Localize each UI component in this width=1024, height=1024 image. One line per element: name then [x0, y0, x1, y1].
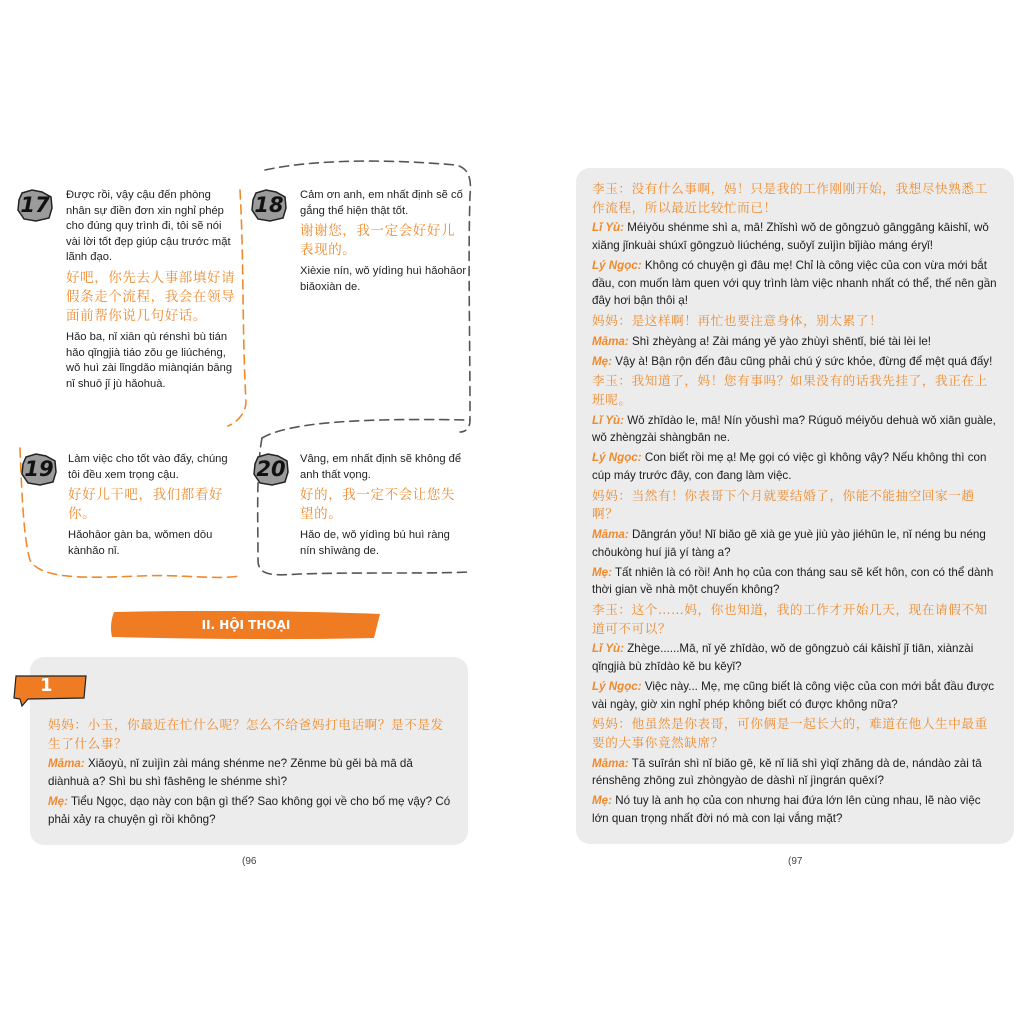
card-number: 17 [20, 193, 50, 217]
card-chinese: 好好儿干吧，我们都看好你。 [68, 487, 224, 523]
line-text: Việc này... Mẹ, mẹ cũng biết là công việc của con mới bắt đầu được vài ngày, giờ xin nghỉ phép không biết có được không nữa? [592, 679, 995, 711]
dialogue-chinese-line: 李玉：没有什么事啊，妈！只是我的工作刚刚开始，我想尽快熟悉工作流程，所以最近比较忙而已！ [592, 181, 988, 215]
dialogue-pinyin-line [592, 412, 998, 448]
card-chinese: 好的，我一定不会让您失望的。 [300, 487, 456, 523]
dialogue-chinese-line: 李玉：这个……妈，你也知道，我的工作才开始几天，现在请假不知道可不可以？ [592, 602, 988, 636]
speaker-label: Lý Ngọc: [592, 258, 642, 272]
line-text: Nó tuy là anh họ của con nhưng hai đứa lớn lên cùng nhau, lẽ nào việc lớn quan trọng nhất đời nó mà con lại vắng mặt? [592, 794, 981, 826]
speaker-label: Māma: [592, 756, 629, 770]
line-text: Wǒ zhīdào le, mā! Nín yǒushì ma? Rúguǒ méiyǒu dehuà wǒ xiān guàle, wǒ zhèngzài shàngbān ne. [592, 413, 996, 445]
card-chinese: 好吧，你先去人事部填好请假条走个流程，我会在领导面前帮你说几句好话。 [66, 269, 236, 324]
line-text: Shì zhèyàng a! Zài máng yě yào zhùyì shēntǐ, bié tài lèi le! [628, 334, 931, 348]
card-chinese: 谢谢您，我一定会好好儿表现的。 [300, 223, 456, 259]
dialogue-chinese-line: 妈妈：小玉，你最近在忙什么呢？怎么不给爸妈打电话啊？是不是发生了什么事？ [48, 717, 444, 751]
dialogue-number: 1 [40, 675, 53, 696]
card-vietnamese: Làm việc cho tốt vào đấy, chúng tôi đều xem trọng cậu. [68, 453, 228, 481]
speaker-label: Māma: [592, 527, 629, 541]
phrase-card-17 [66, 188, 238, 392]
section-title: II. HỘI THOẠI [201, 618, 291, 632]
phrase-card-19 [68, 452, 238, 559]
line-text: Dāngrán yǒu! Nǐ biǎo gē xià ge yuè jiù yào jiéhūn le, nǐ néng bu néng chōukòng huí jiā yí tàng a? [592, 527, 986, 559]
speaker-label: Mẹ: [592, 794, 612, 808]
speaker-label: Lǐ Yù: [592, 413, 624, 427]
dialogue-vietnamese-line [592, 792, 998, 828]
dialogue-pinyin-line [592, 526, 998, 562]
dialogue-pinyin-line [48, 755, 454, 791]
speaker-label: Lǐ Yù: [592, 642, 624, 656]
speaker-label: Lý Ngọc: [592, 679, 642, 693]
line-text: Tā suīrán shì nǐ biǎo gē, kě nǐ liǎ shì yìqǐ zhǎng dà de, nándào zài tā rénshēng zhōng zuì zhòngyào de dàshì nǐ jìngrán quēxí? [592, 756, 982, 788]
phrase-card-20 [300, 452, 468, 559]
dialogue-pinyin-line [592, 333, 998, 351]
line-text: Vậy à! Bận rộn đến đâu cũng phải chú ý sức khỏe, đừng để mệt quá đấy! [611, 354, 993, 368]
card-number: 20 [256, 457, 286, 481]
dialogue-chinese-line: 妈妈：他虽然是你表哥，可你俩是一起长大的，难道在他人生中最重要的大事你竟然缺席？ [592, 716, 988, 751]
page-number: (96 [242, 856, 257, 867]
dialogue-vietnamese-line [592, 353, 998, 371]
card-pinyin: Xièxie nín, wǒ yídìng huì hǎohāor biǎoxiàn de. [300, 265, 467, 293]
line-text: Méiyǒu shénme shì a, mā! Zhǐshì wǒ de gōngzuò gānggāng kāishǐ, wǒ xiǎng jǐnkuài shúxī gōngzuò liúchéng, suǒyǐ zuìjìn bǐjiào máng éryǐ! [592, 221, 989, 252]
dialogue-pinyin-line [592, 755, 998, 791]
dialogue-chinese-line: 妈妈：是这样啊！再忙也要注意身体，别太累了！ [592, 313, 883, 329]
dialogue-vietnamese-line [592, 678, 998, 714]
speaker-label: Mẹ: [592, 565, 612, 579]
dialogue-vietnamese-line [592, 449, 998, 485]
card-vietnamese: Vâng, em nhất định sẽ không để anh thất vọng. [300, 453, 462, 481]
dialogue-vietnamese-line [48, 793, 454, 829]
dialogue-chinese-line: 妈妈：当然有！你表哥下个月就要结婚了，你能不能抽空回家一趟啊？ [592, 487, 975, 522]
speaker-label: Lǐ Yù: [592, 221, 624, 235]
speaker-label: Māma: [48, 757, 85, 771]
dialogue-pinyin-line [592, 219, 998, 255]
dialogue-left [48, 716, 454, 830]
line-text: Tiểu Ngọc, dạo này con bận gì thế? Sao không gọi về cho bố mẹ vậy? Có phải xảy ra chuyện gì rồi không? [48, 794, 451, 826]
page-number: (97 [788, 856, 803, 867]
card-vietnamese: Cảm ơn anh, em nhất định sẽ cố gắng thể hiện thật tốt. [300, 189, 463, 217]
dialogue-vietnamese-line [592, 564, 998, 600]
speaker-label: Māma: [592, 334, 629, 348]
card-number-badge [252, 452, 290, 486]
card-pinyin: Hǎohāor gàn ba, wǒmen dōu kànhǎo nǐ. [68, 529, 213, 557]
card-number: 19 [24, 457, 54, 481]
card-number-badge [250, 188, 288, 222]
card-number: 18 [254, 193, 284, 217]
dialogue-vietnamese-line [592, 257, 998, 310]
card-pinyin: Hǎo de, wǒ yídìng bú huì ràng nín shīwàng de. [300, 529, 450, 557]
card-pinyin: Hǎo ba, nǐ xiān qù rénshì bù tián hǎo qǐngjià tiáo zǒu ge liúchéng, wǒ huì zài lǐngdǎo miànqián bāng nǐ shuō jǐ jù hǎohuà. [66, 330, 233, 390]
dialogue-chinese-line: 李玉：我知道了，妈！您有事吗？如果没有的话我先挂了，我正在上班呢。 [592, 373, 988, 407]
phrase-card-18 [300, 188, 468, 295]
line-text: Không có chuyện gì đâu mẹ! Chỉ là công việc của con vừa mới bắt đầu, con muốn làm quen với quy trình làm việc nhanh nhất có thể, thế nên gần đây hơi bận thôi ạ! [592, 258, 997, 308]
card-number-badge [16, 188, 54, 222]
card-vietnamese: Được rồi, vậy cậu đến phòng nhân sự điền đơn xin nghỉ phép cho đúng quy trình đi, tôi sẽ nói vài lời tốt đẹp giúp cậu trước mặt lãnh đạo. [66, 189, 231, 264]
card-number-badge [20, 452, 58, 486]
speaker-label: Mẹ: [48, 794, 68, 808]
line-text: Con biết rồi mẹ ạ! Mẹ gọi có việc gì không vậy? Nếu không thì con cúp máy trước đây, con đang làm việc. [592, 451, 987, 482]
line-text: Tất nhiên là có rồi! Anh họ của con tháng sau sẽ kết hôn, con có thể dành thời gian về nhà một chuyến không? [592, 565, 994, 597]
line-text: Zhège......Mā, nǐ yě zhīdào, wǒ de gōngzuò cái kāishǐ jǐ tiān, xiànzài qǐngjià bù zhīdào kě bu kěyǐ? [592, 642, 974, 674]
speaker-label: Mẹ: [592, 354, 612, 368]
line-text: Xiǎoyù, nǐ zuìjìn zài máng shénme ne? Zěnme bù gěi bà mā dǎ diànhuà a? Shì bu shì fāshēng le shénme shì? [48, 757, 413, 788]
speaker-label: Lý Ngọc: [592, 451, 642, 465]
dialogue-right [592, 180, 998, 830]
dialogue-pinyin-line [592, 640, 998, 676]
